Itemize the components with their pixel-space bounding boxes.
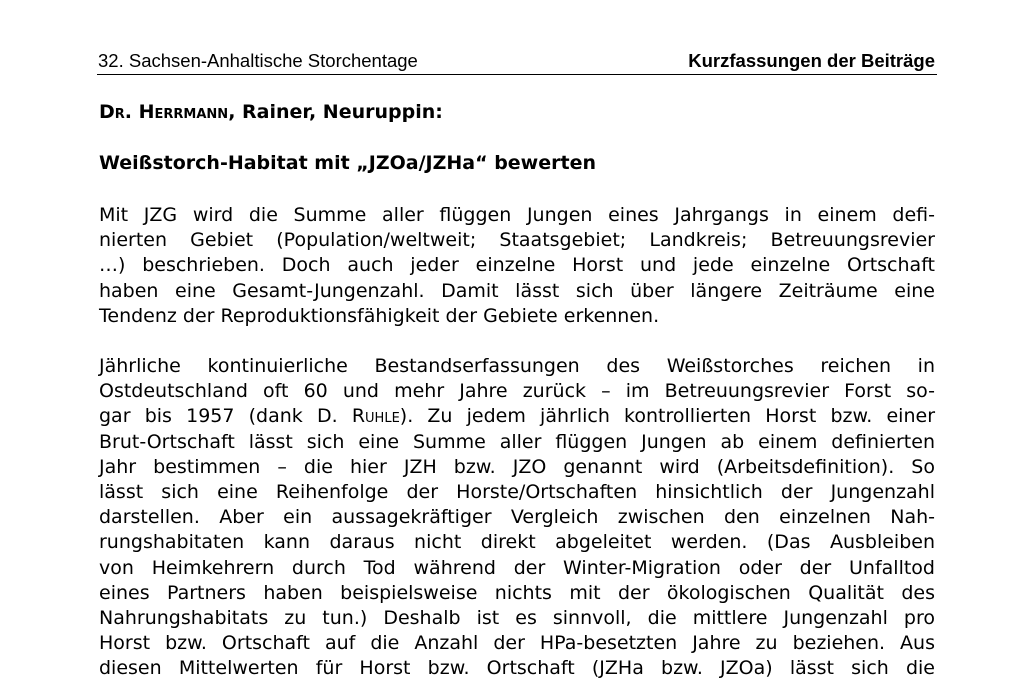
text-line: Horst bzw. Ortschaft auf die Anzahl der HPa-besetzten Jahre zu beziehen. Aus xyxy=(99,632,935,655)
text-line: Jahr bestimmen – die hier JZH bzw. JZO genannt wird (Arbeitsdefinition). So xyxy=(99,455,935,478)
header-section: Kurzfassungen der Beiträge xyxy=(688,50,935,71)
text-line: nierten Gebiet (Population/weltweit; Staatsgebiet; Landkreis; Betreuungsrevier xyxy=(99,229,935,252)
text-line: Tendenz der Reproduktionsfähigkeit der Gebiete erkennen. xyxy=(99,304,660,327)
text-line: eines Partners haben beispielsweise nichts mit der ökologischen Qualität des xyxy=(99,581,935,604)
text-line: diesen Mittelwerten für Horst bzw. Ortschaft (JZHa bzw. JZOa) lässt sich die xyxy=(99,657,935,680)
header-conference: 32. Sachsen-Anhaltische Storchentage xyxy=(98,50,418,71)
text-line: Jährliche kontinuierliche Bestandserfassungen des Weißstorches reichen in xyxy=(99,355,935,377)
text-line: …) beschrieben. Doch auch jeder einzelne Horst und jede einzelne Ortschaft xyxy=(99,254,935,277)
author-details: , Rainer, Neuruppin: xyxy=(228,101,443,123)
paragraph-1 xyxy=(99,203,935,329)
text-line xyxy=(99,404,935,429)
text-line: darstellen. Aber ein aussagekräftiger Vergleich zwischen den einzelnen Nah- xyxy=(99,506,935,529)
author-line xyxy=(99,101,443,123)
author-name: Dr. Herrmann xyxy=(99,101,229,123)
text-fragment: ). Zu jedem jährlich kontrollierten Horst bzw. einer xyxy=(399,405,936,428)
text-line: rungshabitaten kann daraus nicht direkt abgeleitet werden. (Das Ausbleiben xyxy=(99,531,935,554)
paragraph-2 xyxy=(99,354,935,681)
text-line: von Heimkehrern durch Tod während der Winter-Migration oder der Unfalltod xyxy=(99,556,935,579)
text-line: Nahrungshabitats zu tun.) Deshalb ist es sinnvoll, die mittlere Jungenzahl pro xyxy=(99,606,935,629)
running-header xyxy=(97,50,937,75)
text-fragment: gar bis 1957 (dank D. xyxy=(99,405,352,428)
text-line: Mit JZG wird die Summe aller flüggen Jungen eines Jahrgangs in einem defi- xyxy=(99,204,935,226)
cited-name: Ruhle xyxy=(351,405,400,428)
text-line: Ostdeutschland oft 60 und mehr Jahre zurück – im Betreuungsrevier Forst so- xyxy=(99,380,935,403)
text-line: Brut-Ortschaft lässt sich eine Summe aller flüggen Jungen ab einem definierten xyxy=(99,430,935,453)
text-line: haben eine Gesamt-Jungenzahl. Damit lässt sich über längere Zeiträume eine xyxy=(99,279,935,302)
text-line: lässt sich eine Reihenfolge der Horste/Ortschaften hinsichtlich der Jungenzahl xyxy=(99,480,935,503)
article-title: Weißstorch-Habitat mit „JZOa/JZHa“ bewerten xyxy=(99,152,596,174)
